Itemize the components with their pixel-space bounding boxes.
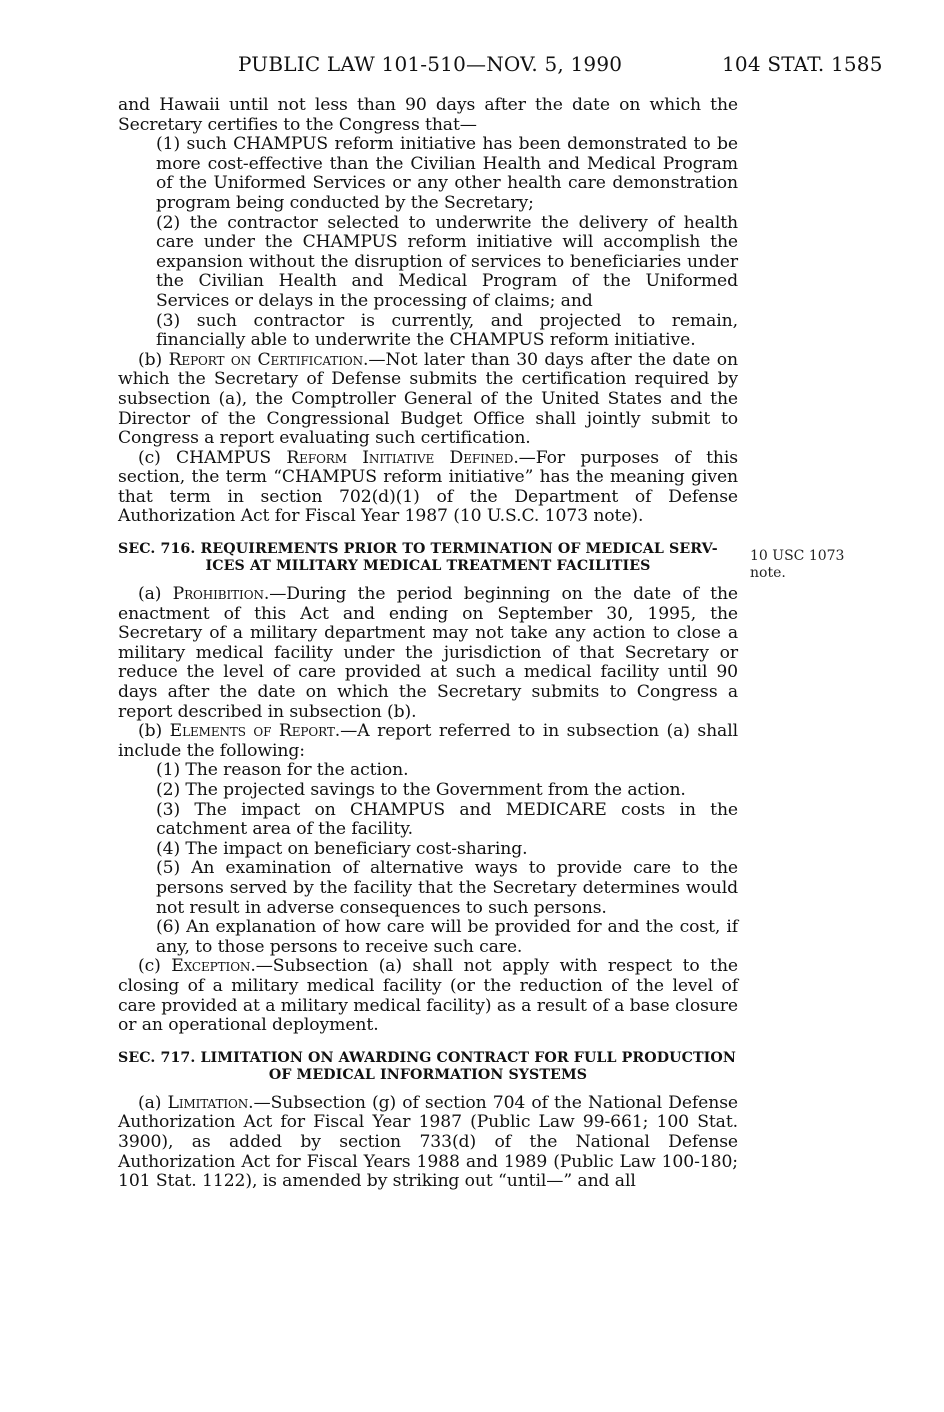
report-element-item: (3) The impact on CHAMPUS and MEDICARE costs in the catchment area of the facility. xyxy=(156,799,738,840)
subsection-text: .—Subsection (a) shall not apply with respect to the closing of a military medical facility (or the reduction of the level of care provided at a military medical facility) as a result of a base closure or an operational deployment. xyxy=(118,956,738,1036)
report-element-item: (2) The projected savings to the Government from the action. xyxy=(156,780,686,800)
report-element-item: (1) The reason for the action. xyxy=(156,760,409,781)
subsection-heading: Prohibition xyxy=(172,584,264,605)
intro-paragraph: and Hawaii until not less than 90 days after the date on which the Secretary certifies to the Congress that— xyxy=(118,95,738,135)
report-element-item: (5) An examination of alternative ways to provide care to the persons served by the facility that the Secretary determines would not result in adverse consequences to such persons. xyxy=(156,858,738,918)
statute-page-number: 104 STAT. 1585 xyxy=(722,52,883,76)
section-717-heading xyxy=(118,1050,738,1084)
report-element-item: (4) The impact on beneficiary cost-sharing. xyxy=(156,838,528,859)
subsection-limitation xyxy=(118,1094,738,1192)
subsection-heading: Report on Certification xyxy=(168,349,363,370)
subsection-exception xyxy=(118,957,738,1035)
section-heading-line: SEC. 717. LIMITATION ON AWARDING CONTRACT FOR FULL PRODUCTION xyxy=(118,1049,736,1066)
section-716-heading xyxy=(118,541,738,575)
certification-item: (3) such contractor is currently, and projected to remain, financially able to underwrite the CHAMPUS reform initiative. xyxy=(156,310,738,351)
subsection-text: .—A report referred to in subsection (a) shall include the following: xyxy=(118,721,738,761)
subsection-label: (c) xyxy=(138,956,172,977)
running-header xyxy=(0,52,944,82)
public-law-citation: PUBLIC LAW 101-510—NOV. 5, 1990 xyxy=(238,52,623,76)
subsection-elements-of-report xyxy=(118,722,738,761)
subsection-label: (b) xyxy=(138,721,170,742)
subsection-reform-initiative-defined xyxy=(118,449,738,527)
subsection-report-on-certification xyxy=(118,351,738,449)
section-heading-line: ICES AT MILITARY MEDICAL TREATMENT FACILITIES xyxy=(205,558,651,575)
subsection-label: (b) xyxy=(138,349,169,370)
section-heading-line: OF MEDICAL INFORMATION SYSTEMS xyxy=(268,1066,588,1083)
subsection-text: .—For purposes of this section, the term “CHAMPUS reform initiative” has the meaning given that term in section 702(d)(1) of the Department of Defense Authorization Act for Fiscal Year 1987 (10 U.S.C. 1073 note). xyxy=(118,447,739,527)
subsection-label: (a) xyxy=(138,1092,168,1113)
subsection-text: .—Not later than 30 days after the date on which the Secretary of Defense submits the certification required by subsection (a), the Comptroller General of the United States and the Director of the Congressional Budget Office shall jointly submit to Congress a report evaluating such certification. xyxy=(118,349,738,449)
subsection-label: (c) CHAMPUS xyxy=(138,447,287,468)
margin-note xyxy=(750,548,870,582)
subsection-heading: Limitation xyxy=(167,1092,249,1113)
subsection-text: .—Subsection (g) of section 704 of the National Defense Authorization Act for Fiscal Year 1987 (Public Law 99-661; 100 Stat. 3900), as added by section 733(d) of the National Defense Authorization Act for Fiscal Years 1988 and 1989 (Public Law 100-180; 101 Stat. 1122), is amended by striking out “until—” and all xyxy=(118,1092,739,1192)
subsection-heading: Exception xyxy=(171,956,251,977)
subsection-prohibition xyxy=(118,585,738,722)
section-heading-line: SEC. 716. REQUIREMENTS PRIOR TO TERMINATION OF MEDICAL SERV- xyxy=(118,541,718,558)
certification-item: (2) the contractor selected to underwrite the delivery of health care under the CHAMPUS reform initiative will accomplish the expansion without the disruption of services to beneficiaries under the Civilian Health and Medical Program of the Uniformed Services or delays in the processing of claims; and xyxy=(156,212,738,311)
report-element-item: (6) An explanation of how care will be provided for and the cost, if any, to those persons to receive such care. xyxy=(156,917,738,957)
subsection-text: .—During the period beginning on the date of the enactment of this Act and ending on September 30, 1995, the Secretary of a military department may not take any action to close a military medical facility under the jurisdiction of that Secretary or reduce the level of care provided at such a medical facility until 90 days after the date on which the Secretary submits to Congress a report described in subsection (b). xyxy=(118,584,738,722)
margin-note-citation: 10 USC 1073 xyxy=(750,548,845,564)
document-body xyxy=(118,96,738,1192)
subsection-heading: Elements of Report xyxy=(169,721,335,742)
certification-item: (1) such CHAMPUS reform initiative has been demonstrated to be more cost-effective than the Civilian Health and Medical Program of the Uniformed Services or any other health care demonstration program being conducted by the Secretary; xyxy=(156,134,738,213)
subsection-heading: Reform Initiative Defined xyxy=(286,447,514,468)
subsection-label: (a) xyxy=(138,584,173,605)
margin-note-suffix: note. xyxy=(750,565,786,581)
